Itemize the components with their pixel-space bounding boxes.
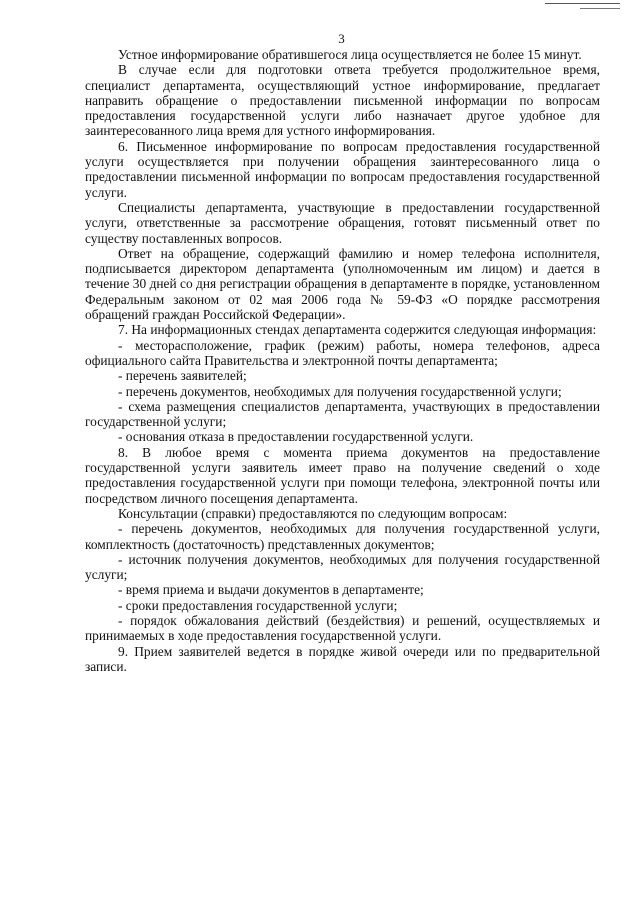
list-item-scheme: - схема размещения специалистов департамента, участвующих в предоставлении государственной услуги; — [85, 398, 600, 430]
paragraph-consultations: Консультации (справки) предоставляются по следующим вопросам: — [118, 505, 508, 521]
list-item-location: - месторасположение, график (режим) работы, номера телефонов, адреса официального сайта Правительства и электронной почты департамента; — [85, 337, 600, 368]
paragraph-answer-signing: Ответ на обращение, содержащий фамилию и номер телефона исполнителя, подписывается директором департамента (уполномоченным им лицом) и дается в течение 30 дней со дня регистрации обращения в департаменте в порядке, установленном Федеральным законом от 02 мая 2006 года № 59-ФЗ «О порядке рассмотрения обращений граждан Российской Федерации». — [85, 245, 600, 323]
paragraph-long-answer: В случае если для подготовки ответа требуется продолжительное время, специалист департамента, осуществляющий устное информирование, предлагает направить обращение о предоставлении письменной информации по вопросам предоставления государственной услуги либо назначает другое удобное для заинтересованного лица время для устного информирования. — [85, 62, 600, 139]
list-item-source: - источник получения документов, необходимых для получения государственной услуги; — [85, 551, 600, 583]
paragraph-section-8: 8. В любое время с момента приема документов на предоставление государственной услуги заявитель имеет право на получение сведений о ходе предоставления государственной услуги при помощи телефона, электронной почты или посредством личного посещения департамента. — [85, 444, 600, 506]
paragraph-section-6: 6. Письменное информирование по вопросам предоставления государственной услуги осуществляется при получении обращения заинтересованного лица о предоставлении письменной информации по вопросам предоставления государственной услуги. — [85, 138, 600, 200]
list-item-reception-time: - время приема и выдачи документов в департаменте; — [118, 582, 424, 598]
document-body — [85, 47, 600, 674]
paragraph-section-9: 9. Прием заявителей ведется в порядке живой очереди или по предварительной записи. — [85, 643, 600, 674]
list-item-applicants: - перечень заявителей; — [118, 368, 247, 384]
page-number: 3 — [338, 31, 345, 46]
list-item-documents: - перечень документов, необходимых для получения государственной услуги; — [118, 383, 562, 399]
list-item-terms: - сроки предоставления государственной услуги; — [118, 597, 398, 613]
paragraph-oral-duration: Устное информирование обратившегося лица осуществляется не более 15 минут. — [118, 47, 582, 62]
scan-edge-mark-secondary — [580, 8, 620, 9]
scan-edge-mark — [545, 3, 620, 4]
paragraph-section-7: 7. На информационных стендах департамента содержится следующая информация: — [118, 322, 597, 338]
list-item-documents-list: - перечень документов, необходимых для получения государственной услуги, комплектность (достаточность) представленных документов; — [85, 521, 600, 552]
list-item-appeal: - порядок обжалования действий (бездействия) и решений, осуществляемых и принимаемых в ходе предоставления государственной услуги. — [85, 612, 600, 644]
list-item-refusal: - основания отказа в предоставлении государственной услуги. — [118, 429, 474, 445]
paragraph-specialists: Специалисты департамента, участвующие в предоставлении государственной услуги, ответственные за рассмотрение обращения, готовят письменный ответ по существу поставленных вопросов. — [85, 199, 600, 246]
